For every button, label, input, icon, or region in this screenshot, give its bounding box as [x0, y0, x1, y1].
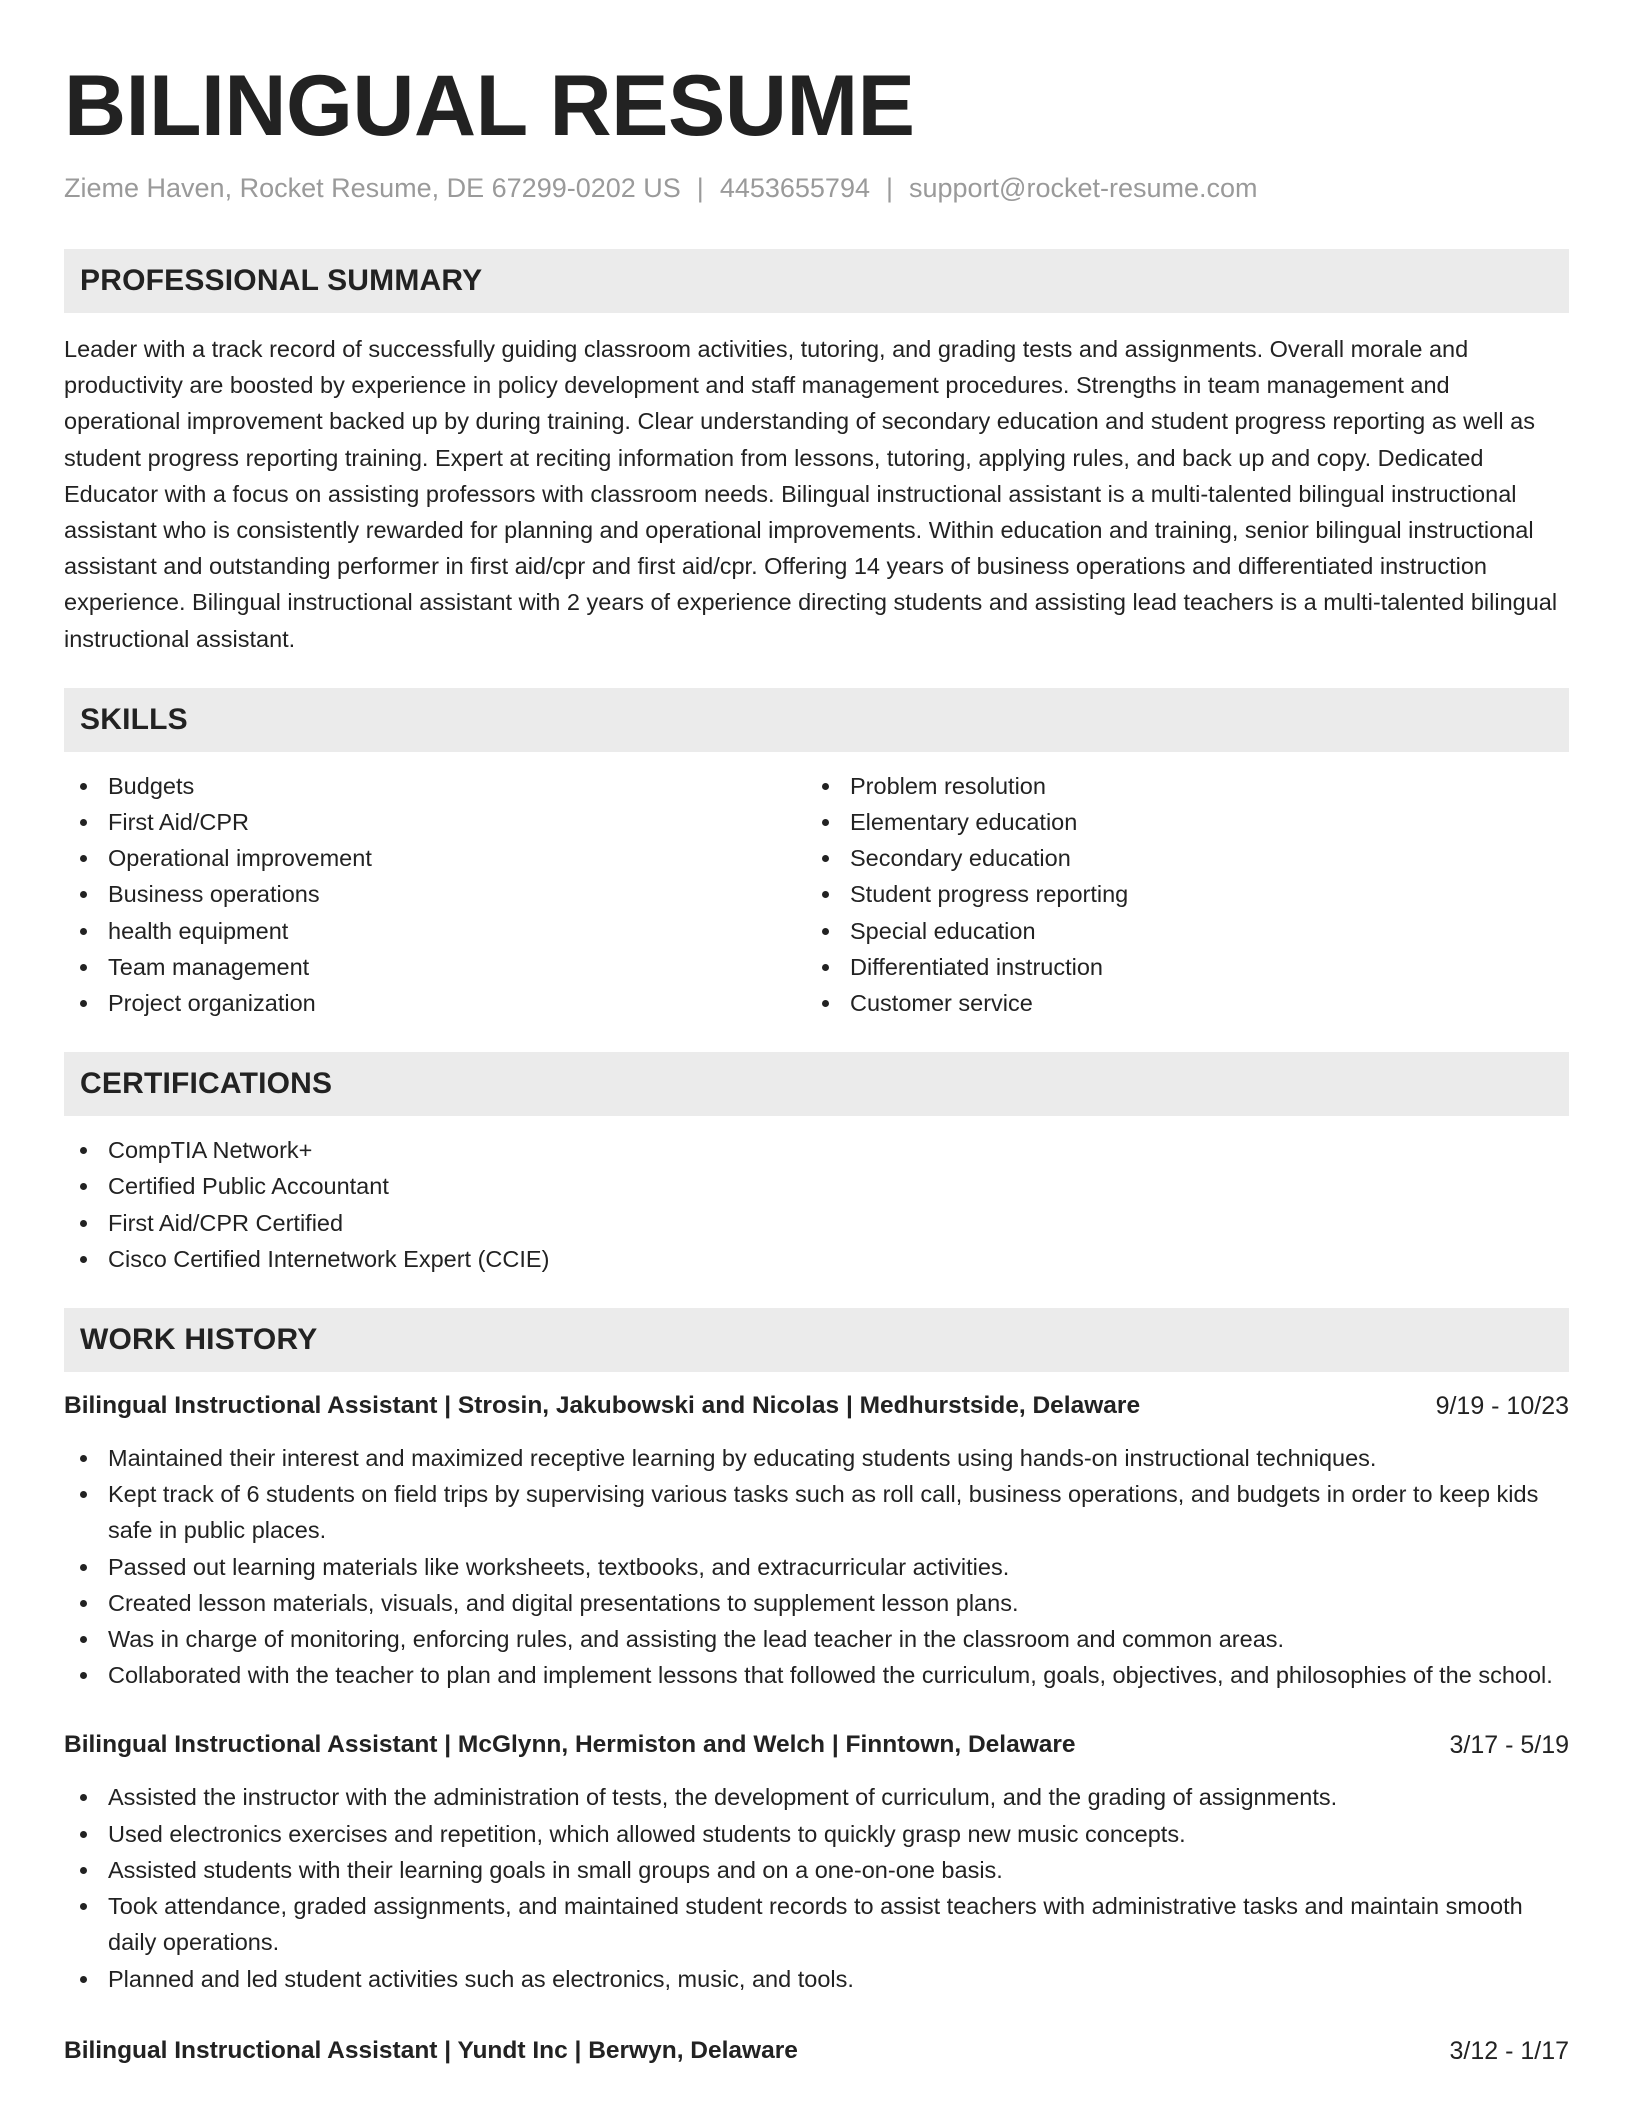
certification-item: CompTIA Network+: [64, 1132, 1569, 1168]
skill-item: Elementary education: [806, 804, 1567, 840]
skills-list: [64, 768, 1569, 1021]
job-dates: 3/17 - 5/19: [1449, 1731, 1569, 1760]
job-entry: [64, 1727, 1569, 1996]
job-entry: [64, 2033, 1569, 2069]
job-title: Bilingual Instructional Assistant | McGlynn, Hermiston and Welch | Finntown, Delaware: [64, 1731, 1076, 1759]
job-bullet: Created lesson materials, visuals, and digital presentations to supplement lesson plans.: [64, 1585, 1569, 1621]
skill-item: Customer service: [806, 985, 1567, 1021]
section-header-skills: SKILLS: [64, 688, 1569, 752]
job-bullet: Kept track of 6 students on field trips by supervising various tasks such as roll call, business operations, and budgets in order to keep kids safe in public places.: [64, 1476, 1569, 1548]
job-bullet: Assisted the instructor with the administration of tests, the development of curriculum, and the grading of assignments.: [64, 1779, 1569, 1815]
skills-column-right: [806, 768, 1567, 1021]
job-title: Bilingual Instructional Assistant | Yundt Inc | Berwyn, Delaware: [64, 2036, 798, 2064]
resume-title: BILINGUAL RESUME: [64, 58, 915, 154]
skill-item: Student progress reporting: [806, 876, 1567, 912]
skill-item: Project organization: [64, 985, 806, 1021]
summary-text: Leader with a track record of successfully guiding classroom activities, tutoring, and grading tests and assignments. Overall morale and productivity are boosted by experience in policy development and staff management procedures. Strengths in team management and operational improvement backed up by during training. Clear understanding of secondary education and student progress reporting as well as student progress reporting training. Expert at reciting information from lessons, tutoring, applying rules, and back up and copy. Dedicated Educator with a focus on assisting professors with classroom needs. Bilingual instructional assistant is a multi-talented bilingual instructional assistant who is consistently rewarded for planning and operational improvements. Within education and training, senior bilingual instructional assistant and outstanding performer in first aid/cpr and first aid/cpr. Offering 14 years of business operations and differentiated instruction experience. Bilingual instructional assistant with 2 years of experience directing students and assisting lead teachers is a multi-talented bilingual instructional assistant.: [64, 336, 1558, 652]
job-entry: [64, 1388, 1569, 1693]
job-bullets: [64, 1779, 1569, 1996]
job-bullets: [64, 1440, 1569, 1693]
contact-separator: |: [696, 173, 704, 203]
skill-item: Team management: [64, 949, 806, 985]
skills-column-left: [64, 768, 806, 1021]
job-dates: 3/12 - 1/17: [1449, 2036, 1569, 2065]
skill-item: Differentiated instruction: [806, 949, 1567, 985]
job-title: Bilingual Instructional Assistant | Strosin, Jakubowski and Nicolas | Medhurstside, Delaware: [64, 1392, 1141, 1420]
skill-item: Budgets: [64, 768, 806, 804]
job-bullet: Used electronics exercises and repetition, which allowed students to quickly grasp new music concepts.: [64, 1816, 1569, 1852]
job-dates: 9/19 - 10/23: [1435, 1392, 1569, 1421]
job-bullet: Maintained their interest and maximized receptive learning by educating students using hands-on instructional techniques.: [64, 1440, 1569, 1476]
skill-item: Problem resolution: [806, 768, 1567, 804]
contact-separator: |: [885, 173, 893, 203]
skill-item: Business operations: [64, 876, 806, 912]
contact-address: Zieme Haven, Rocket Resume, DE 67299-0202 US: [64, 173, 681, 203]
job-title-row: [64, 2033, 1569, 2069]
job-bullet: Collaborated with the teacher to plan and implement lessons that followed the curriculum, goals, objectives, and philosophies of the school.: [64, 1657, 1569, 1693]
job-title-row: [64, 1727, 1569, 1763]
job-title-row: [64, 1388, 1569, 1424]
skill-item: Special education: [806, 913, 1567, 949]
contact-email: support@rocket-resume.com: [909, 173, 1258, 203]
skill-item: Operational improvement: [64, 840, 806, 876]
contact-phone: 4453655794: [719, 173, 870, 203]
job-bullet: Took attendance, graded assignments, and maintained student records to assist teachers with administrative tasks and maintain smooth daily operations.: [64, 1888, 1569, 1960]
skill-item: health equipment: [64, 913, 806, 949]
job-bullet: Planned and led student activities such as electronics, music, and tools.: [64, 1961, 1569, 1997]
certification-item: Certified Public Accountant: [64, 1168, 1569, 1204]
certification-item: First Aid/CPR Certified: [64, 1205, 1569, 1241]
section-header-work-history: WORK HISTORY: [64, 1308, 1569, 1372]
job-bullet: Passed out learning materials like worksheets, textbooks, and extracurricular activities.: [64, 1549, 1569, 1585]
section-header-summary: PROFESSIONAL SUMMARY: [64, 249, 1569, 313]
skill-item: Secondary education: [806, 840, 1567, 876]
skill-item: First Aid/CPR: [64, 804, 806, 840]
section-header-certifications: CERTIFICATIONS: [64, 1052, 1569, 1116]
contact-line: [64, 170, 1569, 206]
job-bullet: Was in charge of monitoring, enforcing rules, and assisting the lead teacher in the classroom and common areas.: [64, 1621, 1569, 1657]
certifications-list: [64, 1132, 1569, 1277]
job-bullet: Assisted students with their learning goals in small groups and on a one-on-one basis.: [64, 1852, 1569, 1888]
certification-item: Cisco Certified Internetwork Expert (CCIE): [64, 1241, 1569, 1277]
